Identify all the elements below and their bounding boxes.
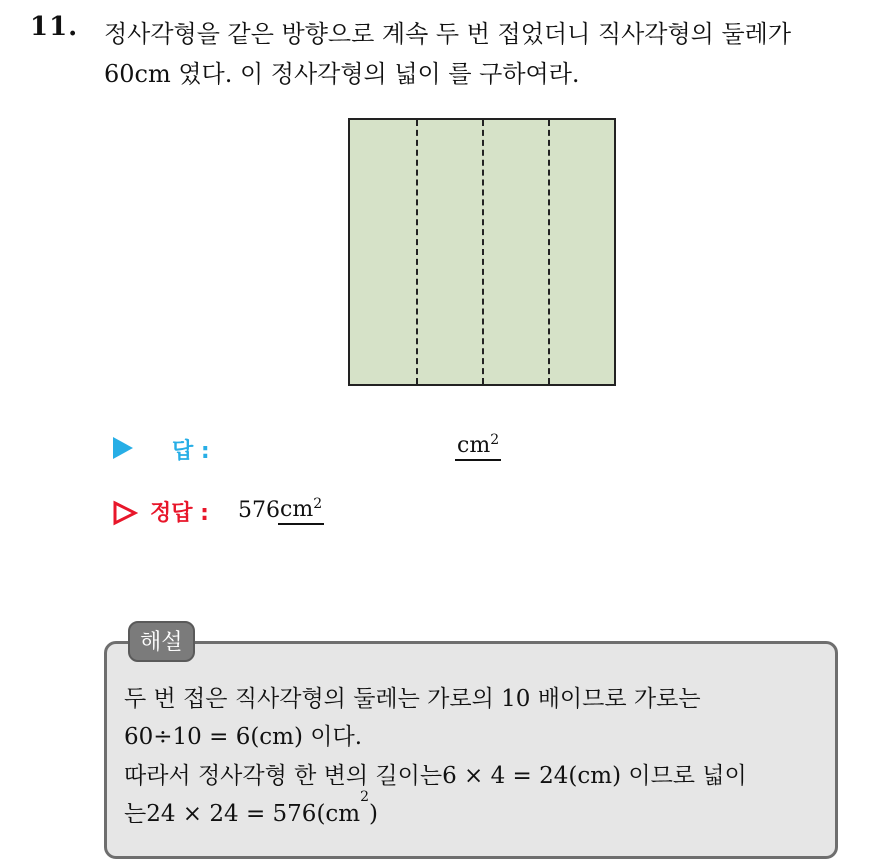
correct-answer-label: 정답 : [150, 501, 209, 526]
explanation-line-3: 따라서 정사각형 한 변의 길이는6 × 4 = 24(cm) 이므로 넓이 [124, 763, 747, 789]
explanation-line-4-end: ) [369, 801, 379, 827]
explanation-tag: 해설 [128, 621, 195, 662]
answer-unit: cm [457, 433, 491, 458]
explanation-line-4-main: 는24 × 24 = 576(cm [124, 801, 361, 827]
question-text-line-2: 60cm 였다. 이 정사각형의 넓이 를 구하여라. [104, 60, 580, 88]
fold-line-3 [548, 120, 550, 384]
explanation-exponent: 2 [360, 789, 370, 805]
question-text-line-1: 정사각형을 같은 방향으로 계속 두 번 접었더니 직사각형의 둘레가 [104, 20, 791, 48]
explanation-line-4 [124, 789, 379, 828]
fold-line-2 [482, 120, 484, 384]
answer-unit-exponent: 2 [490, 432, 500, 448]
correct-unit-text: cm [280, 497, 314, 522]
folded-square-figure [348, 118, 616, 386]
answer-label: 답 : [172, 439, 210, 464]
answer-arrow-icon [113, 437, 133, 459]
explanation-line-2: 60÷10 = 6(cm) 이다. [124, 724, 363, 750]
answer-unit-blank[interactable] [455, 434, 501, 461]
correct-answer-unit [278, 498, 324, 525]
fold-line-1 [416, 120, 418, 384]
question-number: 11. [30, 12, 79, 42]
correct-answer-value: 576 [238, 498, 280, 523]
explanation-line-1: 두 번 접은 직사각형의 둘레는 가로의 10 배이므로 가로는 [124, 686, 701, 712]
correct-unit-exponent: 2 [313, 496, 323, 512]
